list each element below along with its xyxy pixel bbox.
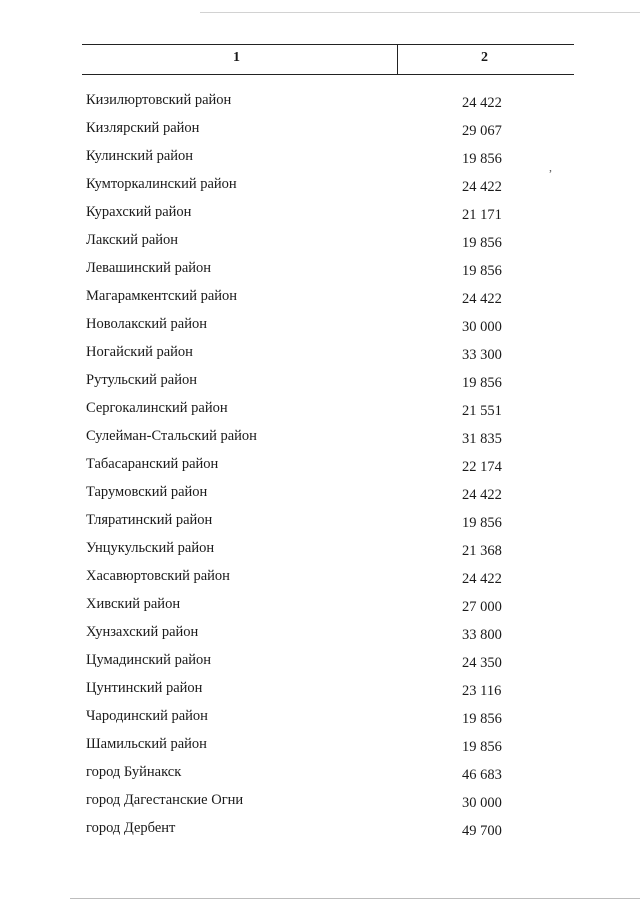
amount-value: 24 422 [462, 95, 502, 111]
amount-value: 19 856 [462, 151, 502, 167]
scan-edge-bottom [70, 898, 640, 899]
amount-value: 21 171 [462, 207, 502, 223]
amount-value: 19 856 [462, 515, 502, 531]
district-name: город Дербент [86, 820, 176, 836]
table-row [0, 509, 640, 537]
table-row [0, 621, 640, 649]
district-name: Ногайский район [86, 344, 193, 360]
district-name: Курахский район [86, 204, 192, 220]
table-row [0, 369, 640, 397]
table-row [0, 593, 640, 621]
district-name: Левашинский район [86, 260, 212, 276]
table-header [82, 44, 574, 75]
district-name: Кулинский район [86, 148, 194, 164]
amount-value: 29 067 [462, 123, 502, 139]
amount-value: 19 856 [462, 739, 502, 755]
district-name: город Буйнакск [86, 764, 182, 780]
table-row [0, 565, 640, 593]
amount-value: 24 422 [462, 291, 502, 307]
table-row [0, 201, 640, 229]
amount-value: 22 174 [462, 459, 502, 475]
amount-value: 49 700 [462, 823, 502, 839]
amount-value: 21 551 [462, 403, 502, 419]
district-name: Хунзахский район [86, 624, 199, 640]
amount-value: 24 422 [462, 179, 502, 195]
district-name: Сергокалинский район [86, 400, 228, 416]
amount-value: 21 368 [462, 543, 502, 559]
table-row [0, 789, 640, 817]
amount-value: 30 000 [462, 319, 502, 335]
amount-value: 33 800 [462, 627, 502, 643]
column-header-1: 1 [233, 50, 240, 65]
table-row [0, 285, 640, 313]
amount-value: 24 422 [462, 571, 502, 587]
table-row [0, 89, 640, 117]
district-name: город Дагестанские Огни [86, 792, 244, 808]
table-row [0, 453, 640, 481]
district-name: Чародинский район [86, 708, 208, 724]
table-row [0, 341, 640, 369]
scan-speck: , [549, 160, 552, 174]
district-name: Цунтинский район [86, 680, 203, 696]
table-row [0, 425, 640, 453]
district-name: Кизилюртовский район [86, 92, 232, 108]
table-row [0, 117, 640, 145]
amount-value: 19 856 [462, 263, 502, 279]
district-name: Хасавюртовский район [86, 568, 230, 584]
table-row [0, 481, 640, 509]
district-name: Цумадинский район [86, 652, 212, 668]
column-divider [397, 45, 398, 74]
district-name: Кумторкалинский район [86, 176, 237, 192]
table-row [0, 817, 640, 845]
district-name: Тляратинский район [86, 512, 213, 528]
table-row [0, 229, 640, 257]
district-name: Лакский район [86, 232, 179, 248]
table-row [0, 173, 640, 201]
table-row [0, 145, 640, 173]
table-row [0, 397, 640, 425]
district-name: Рутульский район [86, 372, 198, 388]
scan-edge-top [200, 12, 640, 13]
district-name: Хивский район [86, 596, 181, 612]
amount-value: 30 000 [462, 795, 502, 811]
district-name: Шамильский район [86, 736, 207, 752]
amount-value: 23 116 [462, 683, 502, 699]
district-name: Магарамкентский район [86, 288, 238, 304]
amount-value: 19 856 [462, 375, 502, 391]
amount-value: 19 856 [462, 235, 502, 251]
table-row [0, 761, 640, 789]
amount-value: 27 000 [462, 599, 502, 615]
column-header-2: 2 [481, 50, 488, 65]
amount-value: 19 856 [462, 711, 502, 727]
amount-value: 46 683 [462, 767, 502, 783]
table-row [0, 257, 640, 285]
amount-value: 31 835 [462, 431, 502, 447]
district-name: Новолакский район [86, 316, 207, 332]
table-row [0, 313, 640, 341]
table-row [0, 537, 640, 565]
amount-value: 33 300 [462, 347, 502, 363]
table-body [0, 89, 640, 845]
table-row [0, 677, 640, 705]
district-name: Кизлярский район [86, 120, 200, 136]
amount-value: 24 350 [462, 655, 502, 671]
table-row [0, 733, 640, 761]
district-name: Тарумовский район [86, 484, 208, 500]
district-name: Унцукульский район [86, 540, 215, 556]
district-name: Сулейман-Стальский район [86, 428, 257, 444]
table-row [0, 705, 640, 733]
amount-value: 24 422 [462, 487, 502, 503]
district-name: Табасаранский район [86, 456, 219, 472]
table-row [0, 649, 640, 677]
